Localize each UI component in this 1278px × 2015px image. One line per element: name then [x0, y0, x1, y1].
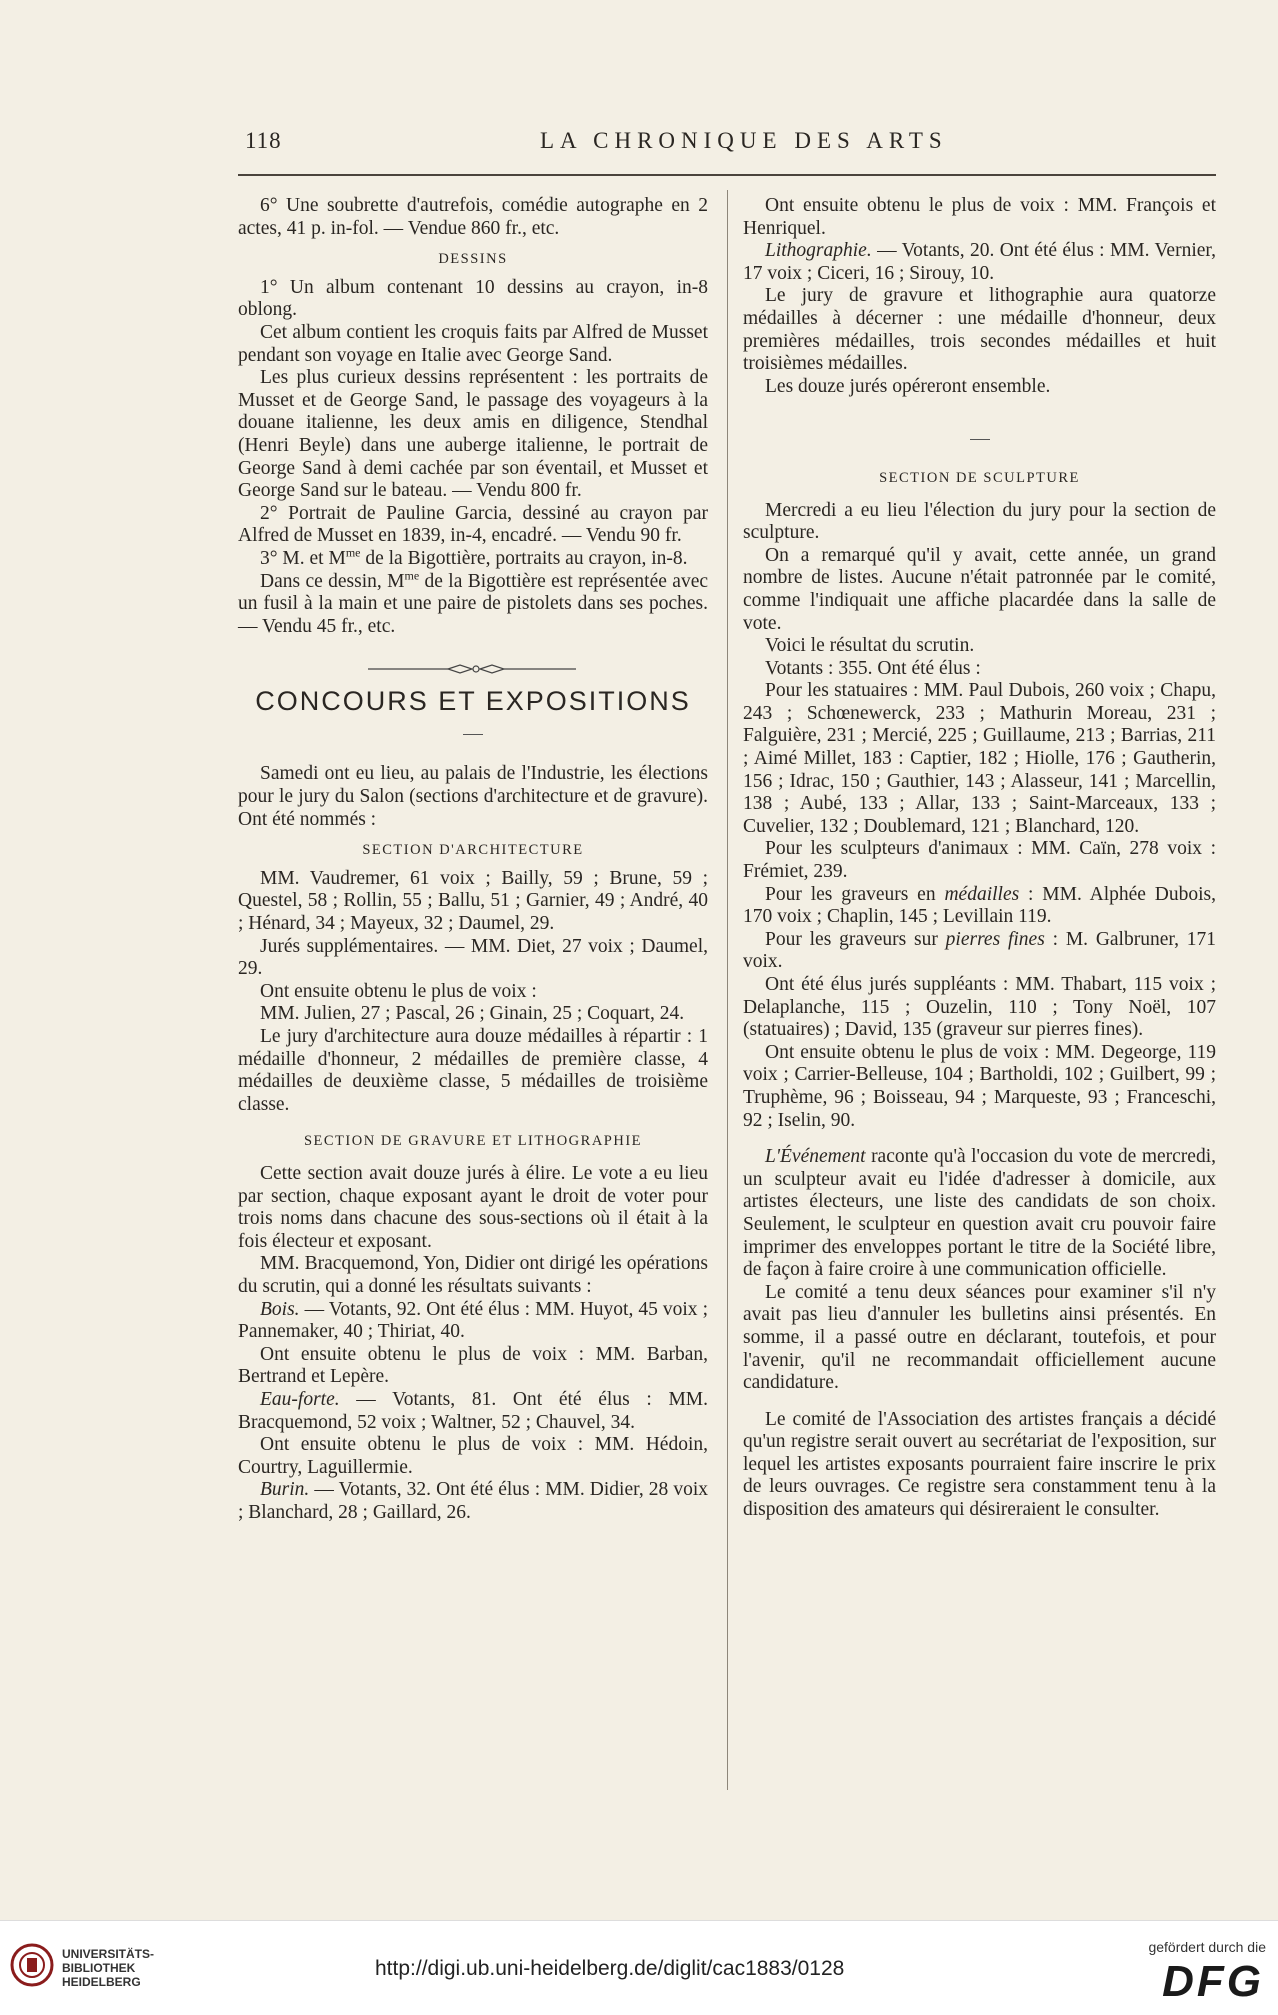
dash-separator	[238, 719, 708, 742]
paragraph: Voici le résultat du scrutin.	[765, 635, 975, 657]
library-name: UNIVERSITÄTS- BIBLIOTHEK HEIDELBERG	[62, 1947, 155, 1989]
right-column	[743, 195, 1216, 1522]
paragraph: 2° Portrait de Pauline Garcia, dessiné au crayon par Alfred de Musset en 1839, in-4, encadré. — Vendu 90 fr.	[238, 502, 708, 547]
paragraph: L'Événement raconte qu'à l'occasion du vote de mercredi, un sculpteur avait eu l'idée d'adresser à domicile, aux artistes électeurs, une liste des candidats de son choix. Seulement, le sculpteur en question avait cru pouvoir faire imprimer des enveloppes portant le titre de la Société libre, de façon à faire croire à une communication officielle.	[743, 1146, 1216, 1281]
paragraph: Ont ensuite obtenu le plus de voix :	[260, 980, 537, 1002]
header-rule	[238, 174, 1216, 176]
ornament-divider	[368, 662, 578, 676]
column-divider	[727, 190, 728, 1790]
paragraph: Le comité de l'Association des artistes français a décidé qu'un registre serait ouvert au secrétariat de l'exposition, sur lequel les artistes exposants pourraient faire inscrire le prix de leurs ouvrages. Ce registre sera constamment tenu à la disposition des amateurs qui désireraient le consulter.	[743, 1408, 1216, 1521]
section-heading-architecture: SECTION D'ARCHITECTURE	[362, 842, 584, 859]
paragraph: MM. Vaudremer, 61 voix ; Bailly, 59 ; Brune, 59 ; Questel, 58 ; Rollin, 55 ; Ballu, 51 ; Garnier, 49 ; André, 40 ; Hénard, 34 ; Mayeux, 32 ; Daumel, 29.	[238, 867, 708, 935]
paragraph: Ont ensuite obtenu le plus de voix : MM. Degeorge, 119 voix ; Carrier-Belleuse, 104 ; Bartholdi, 102 ; Guilbert, 99 ; Truphème, 96 ; Boisseau, 94 ; Marqueste, 93 ; Franceschi, 92 ; Iselin, 90.	[743, 1041, 1216, 1131]
paragraph: Le jury d'architecture aura douze médailles à répartir : 1 médaille d'honneur, 2 médailles de première classe, 4 médailles de deuxième classe, 5 médailles de troisième classe.	[238, 1026, 708, 1115]
section-heading-dessins: DESSINS	[438, 251, 508, 268]
funded-by-label: gefördert durch die	[1148, 1939, 1266, 1955]
dash-separator	[743, 424, 1216, 447]
paragraph: MM. Bracquemond, Yon, Didier ont dirigé les opérations du scrutin, qui a donné les résultats suivants :	[238, 1253, 708, 1297]
paragraph: MM. Julien, 27 ; Pascal, 26 ; Ginain, 25 ; Coquart, 24.	[260, 1003, 685, 1025]
paragraph: 3° M. et $M^{me}$ de la Bigottière, portraits au crayon, in-8.	[260, 545, 688, 569]
paragraph: Dans ce dessin, $M^{me}$ de la Bigottière est représentée avec un fusil à la main et une paire de pistolets dans ses poches. — Vendu 45 fr., etc.	[238, 568, 708, 637]
paragraph: Pour les graveurs sur pierres fines : M. Galbruner, 171 voix.	[743, 928, 1217, 973]
paragraph: Cet album contient les croquis faits par Alfred de Musset pendant son voyage en Italie avec George Sand.	[238, 321, 708, 366]
paragraph: On a remarqué qu'il y avait, cette année, un grand nombre de listes. Aucune n'était patronnée par le comité, comme l'indiquait une affiche placardée dans la salle de vote.	[743, 544, 1216, 634]
paragraph: Le jury de gravure et lithographie aura quatorze médailles à décerner : une médaille d'honneur, deux premières médailles, trois secondes médailles et huit troisièmes médailles.	[743, 285, 1216, 375]
paragraph: 1° Un album contenant 10 dessins au crayon, in-8 oblong.	[238, 276, 708, 321]
section-title-concours: CONCOURS ET EXPOSITIONS	[255, 686, 691, 717]
paragraph: Eau-forte. — Votants, 81. Ont été élus : MM. Bracquemond, 52 voix ; Waltner, 52 ; Chauvel, 34.	[238, 1388, 708, 1433]
paragraph: Cette section avait douze jurés à élire. Le vote a eu lieu par section, chaque exposant ayant le droit de voter pour trois noms dans chacune des sous-sections où il était à la fois électeur et exposant.	[238, 1162, 708, 1252]
paragraph: Ont ensuite obtenu le plus de voix : MM. Hédoin, Courtry, Laguillermie.	[238, 1434, 708, 1478]
left-column	[238, 195, 708, 1524]
paragraph: Pour les graveurs en médailles : MM. Alphée Dubois, 170 voix ; Chaplin, 145 ; Levillain 119.	[743, 883, 1217, 928]
paragraph: Burin. — Votants, 32. Ont été élus : MM. Didier, 28 voix ; Blanchard, 28 ; Gaillard, 26.	[238, 1479, 708, 1523]
paragraph: Pour les statuaires : MM. Paul Dubois, 260 voix ; Chapu, 243 ; Schœnewerck, 233 ; Mathurin Moreau, 231 ; Falguière, 231 ; Mercié, 225 ; Guillaume, 213 ; Barrias, 211 ; Aimé Millet, 183 : Captier, 182 ; Hiolle, 176 ; Gautherin, 156 ; Idrac, 150 ; Gauthier, 143 ; Alasseur, 141 ; Marcellin, 138 ; Aubé, 133 ; Allar, 133 ; Saint-Marceaux, 133 ; Cuvelier, 132 ; Doublemard, 121 ; Blanchard, 120.	[743, 680, 1216, 837]
running-title: LA CHRONIQUE DES ARTS	[540, 128, 948, 153]
paragraph: Ont été élus jurés suppléants : MM. Thabart, 115 voix ; Delaplanche, 115 ; Ouzelin, 110 ; Tony Noël, 107 (statuaires) ; David, 135 (graveur sur pierres fines).	[743, 974, 1216, 1041]
paragraph: Mercredi a eu lieu l'élection du jury pour la section de sculpture.	[743, 499, 1216, 544]
paragraph: Pour les sculpteurs d'animaux : MM. Caïn, 278 voix : Frémiet, 239.	[743, 838, 1216, 883]
viewer-footer	[0, 1920, 1278, 2015]
paragraph: Ont ensuite obtenu le plus de voix : MM. Barban, Bertrand et Lepère.	[238, 1343, 708, 1388]
paragraph: Jurés supplémentaires. — MM. Diet, 27 voix ; Daumel, 29.	[238, 935, 708, 980]
paragraph: Lithographie. — Votants, 20. Ont été élus : MM. Vernier, 17 voix ; Ciceri, 16 ; Sirouy, 10.	[743, 240, 1216, 284]
paragraph: Le comité a tenu deux séances pour examiner s'il n'y avait pas lieu d'annuler les bulletins ainsi présentés. En somme, il a passé outre en déclarant, toutefois, et pour l'avenir, qu'il ne recommandait officiellement aucune candidature.	[743, 1281, 1216, 1394]
paragraph: Samedi ont eu lieu, au palais de l'Industrie, les élections pour le jury du Salon (sections d'architecture et de gravure). Ont été nommés :	[238, 763, 708, 830]
library-seal-icon	[10, 1943, 54, 1987]
paragraph: Ont ensuite obtenu le plus de voix : MM. François et Henriquel.	[743, 195, 1216, 239]
paragraph: Votants : 355. Ont été élus :	[765, 657, 981, 679]
dfg-logo: DFG	[1162, 1957, 1264, 2006]
paragraph: Les douze jurés opéreront ensemble.	[765, 375, 1051, 397]
section-heading-gravure: SECTION DE GRAVURE ET LITHOGRAPHIE	[303, 1133, 643, 1150]
permalink-url[interactable]: http://digi.ub.uni-heidelberg.de/diglit/cac1883/0128	[375, 1957, 845, 1980]
paragraph: 6° Une soubrette d'autrefois, comédie autographe en 2 actes, 41 p. in-fol. — Vendue 860 fr., etc.	[238, 195, 708, 239]
section-heading-sculpture: SECTION DE SCULPTURE	[879, 469, 1080, 486]
paragraph: Bois. — Votants, 92. Ont été élus : MM. Huyot, 45 voix ; Pannemaker, 40 ; Thiriat, 40.	[238, 1298, 708, 1343]
paragraph: Les plus curieux dessins représentent : les portraits de Musset et de George Sand, le passage des voyageurs à la douane italienne, les deux amis en diligence, Stendhal (Henri Beyle) dans une auberge italienne, le portrait de George Sand à demi cachée par son éventail, et Musset et George Sand sur le bateau. — Vendu 800 fr.	[238, 367, 708, 502]
page-number: 118	[245, 128, 282, 153]
